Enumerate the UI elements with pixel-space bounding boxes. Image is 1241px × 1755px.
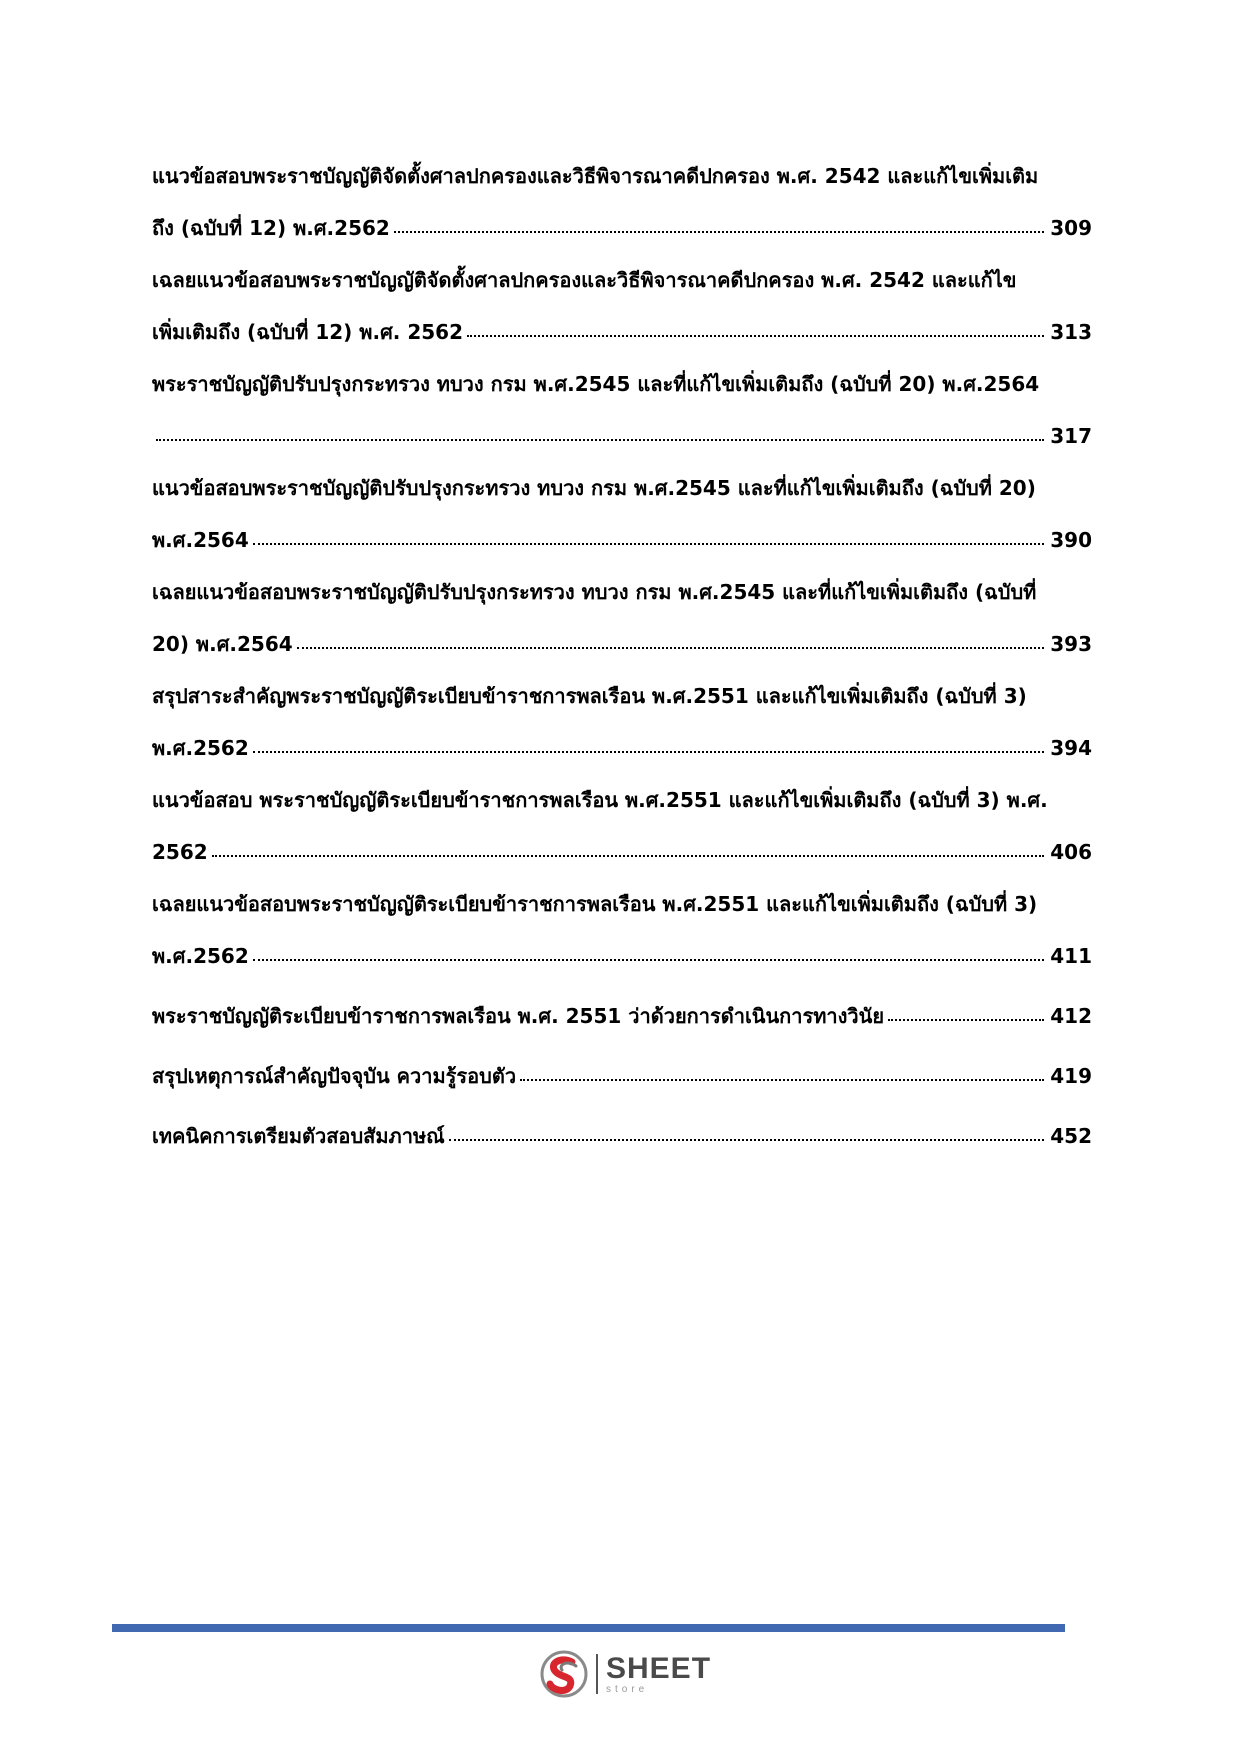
toc-entry-title: แนวข้อสอบพระราชบัญญัติจัดตั้งศาลปกครองและวิธีพิจารณาคดีปกครอง พ.ศ. 2542 และแก้ไขเพิ่มเติม — [152, 164, 1039, 188]
toc-entry[interactable] — [152, 878, 1092, 982]
dot-leader — [449, 1129, 1045, 1143]
toc-entry-title-cont: ถึง (ฉบับที่ 12) พ.ศ.2562 — [152, 216, 390, 240]
toc-entry-title: พระราชบัญญัติระเบียบข้าราชการพลเรือน พ.ศ. 2551 ว่าด้วยการดำเนินการทางวินัย — [152, 1004, 885, 1028]
toc-page-number: 313 — [1050, 320, 1092, 344]
dot-leader — [253, 949, 1045, 963]
toc-page-number: 411 — [1050, 944, 1092, 968]
footer-divider — [112, 1624, 1065, 1632]
dot-leader — [467, 325, 1044, 339]
toc-entry-title: เทคนิคการเตรียมตัวสอบสัมภาษณ์ — [152, 1124, 445, 1148]
logo-word: SHEET — [606, 1651, 712, 1685]
toc-entry[interactable] — [152, 462, 1092, 566]
toc-entry-title-cont: 20) พ.ศ.2564 — [152, 632, 293, 656]
toc-entry-title-cont: เพิ่มเติมถึง (ฉบับที่ 12) พ.ศ. 2562 — [152, 320, 463, 344]
toc-entry-title: แนวข้อสอบ พระราชบัญญัติระเบียบข้าราชการพลเรือน พ.ศ.2551 และแก้ไขเพิ่มเติมถึง (ฉบับที่ 3) พ.ศ. — [152, 788, 1048, 812]
dot-leader — [253, 741, 1045, 755]
toc-page-number: 412 — [1050, 1004, 1092, 1028]
toc-entry[interactable] — [152, 566, 1092, 670]
toc-entry-title: พระราชบัญญัติปรับปรุงกระทรวง ทบวง กรม พ.ศ.2545 และที่แก้ไขเพิ่มเติมถึง (ฉบับที่ 20) พ.ศ.2564 — [152, 372, 1040, 396]
toc-page-number: 317 — [1050, 424, 1092, 448]
toc-entry-title: เฉลยแนวข้อสอบพระราชบัญญัติปรับปรุงกระทรวง ทบวง กรม พ.ศ.2545 และที่แก้ไขเพิ่มเติมถึง (ฉบับที่ — [152, 580, 1037, 604]
toc-entry[interactable] — [152, 990, 1092, 1042]
toc-entry[interactable] — [152, 774, 1092, 878]
toc-entry-title: เฉลยแนวข้อสอบพระราชบัญญัติระเบียบข้าราชการพลเรือน พ.ศ.2551 และแก้ไขเพิ่มเติมถึง (ฉบับที่ 3) — [152, 892, 1038, 916]
dot-leader — [212, 845, 1045, 859]
toc-page-number: 406 — [1050, 840, 1092, 864]
toc-entry-title-cont: 2562 — [152, 840, 208, 864]
toc-page-number: 452 — [1050, 1124, 1092, 1148]
toc-entry[interactable] — [152, 1050, 1092, 1102]
toc-page-number: 394 — [1050, 736, 1092, 760]
logo-subtitle: store — [606, 1683, 649, 1695]
toc-entry[interactable] — [152, 150, 1092, 254]
sheet-store-logo-icon — [538, 1648, 590, 1700]
toc-entry-title: แนวข้อสอบพระราชบัญญัติปรับปรุงกระทรวง ทบวง กรม พ.ศ.2545 และที่แก้ไขเพิ่มเติมถึง (ฉบับที่ 20) — [152, 476, 1036, 500]
toc-entry-title: สรุปเหตุการณ์สำคัญปัจจุบัน ความรู้รอบตัว — [152, 1064, 517, 1088]
toc-page-number: 390 — [1050, 528, 1092, 552]
toc-entry[interactable] — [152, 254, 1092, 358]
toc-entry[interactable] — [152, 358, 1092, 462]
dot-leader — [520, 1069, 1044, 1083]
logo-separator — [596, 1654, 598, 1694]
toc-entry-title: เฉลยแนวข้อสอบพระราชบัญญัติจัดตั้งศาลปกครองและวิธีพิจารณาคดีปกครอง พ.ศ. 2542 และแก้ไข — [152, 268, 1017, 292]
toc-entry-title-cont: พ.ศ.2562 — [152, 944, 249, 968]
toc-entry-title-cont: พ.ศ.2562 — [152, 736, 249, 760]
dot-leader — [394, 221, 1044, 235]
dot-leader — [297, 637, 1045, 651]
toc-entry-title: สรุปสาระสำคัญพระราชบัญญัติระเบียบข้าราชการพลเรือน พ.ศ.2551 และแก้ไขเพิ่มเติมถึง (ฉบับที่ 3) — [152, 684, 1027, 708]
toc-entry[interactable] — [152, 670, 1092, 774]
dot-leader — [888, 1009, 1044, 1023]
toc-page-number: 419 — [1050, 1064, 1092, 1088]
toc-entry[interactable] — [152, 1110, 1092, 1162]
toc-page-number: 393 — [1050, 632, 1092, 656]
toc-page-number: 309 — [1050, 216, 1092, 240]
dot-leader — [253, 533, 1045, 547]
toc-entry-title-cont: พ.ศ.2564 — [152, 528, 249, 552]
dot-leader — [156, 429, 1044, 443]
sheet-store-logo — [538, 1648, 711, 1700]
table-of-contents — [152, 150, 1092, 1162]
